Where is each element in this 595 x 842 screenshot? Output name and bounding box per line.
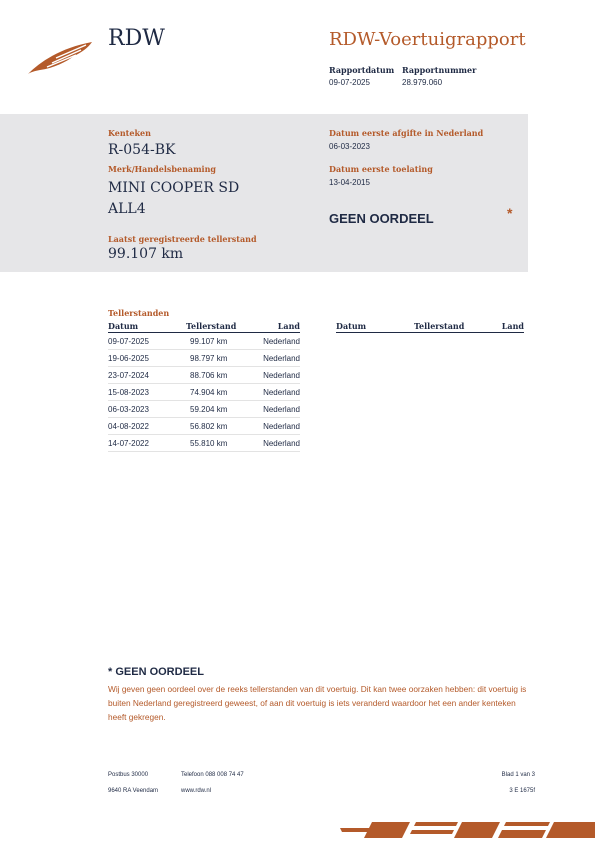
table-row [108,435,300,452]
cell-land: Nederland [250,418,300,435]
cell-datum: 23-07-2024 [108,367,186,384]
table-row [108,367,300,384]
merk-label: Merk/Handelsbenaming [108,164,217,174]
cell-tellerstand: 99.107 km [186,333,250,350]
eerste-toelating-label: Datum eerste toelating [329,164,433,174]
note-text: Wij geven geen oordeel over de reeks tellerstanden van dit voertuig. Dit kan twee oorzaken hebben: dit voertuig is buiten Nederland geregistreerd geweest, of aan dit voertuig is iets veranderd waardoor het een ander kenteken heeft gekregen. [108,684,527,722]
cell-tellerstand: 74.904 km [186,384,250,401]
kenteken-value: R-054-BK [108,142,176,158]
cell-land: Nederland [250,367,300,384]
table-header-row [108,321,300,333]
cell-tellerstand: 98.797 km [186,350,250,367]
table-row [108,401,300,418]
cell-tellerstand: 55.810 km [186,435,250,452]
table-row [108,350,300,367]
oordeel-status: GEEN OORDEEL [329,211,434,226]
tellerstanden-table [108,321,300,452]
cell-datum: 15-08-2023 [108,384,186,401]
rapportnummer-value: 28.979.060 [402,78,443,87]
col-header-datum-2: Datum [336,321,414,333]
tellerstanden-table-2 [336,321,524,333]
footer-code: 3 E 1675f [509,788,535,794]
rapportnummer-label: Rapportnummer [402,65,477,75]
tellerstand-value: 99.107 km [108,246,184,262]
cell-tellerstand: 56.802 km [186,418,250,435]
eerste-afgifte-label: Datum eerste afgifte in Nederland [329,128,484,138]
rapportdatum-value: 09-07-2025 [329,78,370,87]
tellerstanden-title: Tellerstanden [108,308,170,318]
decorative-stripes-icon [340,818,595,842]
col-header-land: Land [250,321,300,333]
cell-datum: 19-06-2025 [108,350,186,367]
cell-land: Nederland [250,384,300,401]
report-title: RDW-Voertuigrapport [329,29,526,50]
cell-datum: 04-08-2022 [108,418,186,435]
cell-land: Nederland [250,333,300,350]
brand-name: RDW [108,26,165,51]
cell-datum: 14-07-2022 [108,435,186,452]
cell-land: Nederland [250,350,300,367]
footer-page-number: Blad 1 van 3 [501,772,535,778]
eerste-toelating-value: 13-04-2015 [329,178,370,187]
footer-postbus: Postbus 30000 [108,772,149,778]
merk-line2: ALL4 [108,201,146,217]
col-header-tellerstand: Tellerstand [186,321,250,333]
cell-land: Nederland [250,401,300,418]
col-header-datum: Datum [108,321,186,333]
cell-land: Nederland [250,435,300,452]
cell-tellerstand: 88.706 km [186,367,250,384]
merk-line1: MINI COOPER SD [108,180,240,196]
table-row [108,384,300,401]
cell-datum: 09-07-2025 [108,333,186,350]
footer-telefoon: Telefoon 088 008 74 47 [181,772,244,778]
tellerstand-label: Laatst geregistreerde tellerstand [108,234,257,244]
footer-website[interactable]: www.rdw.nl [181,788,212,794]
rapportdatum-label: Rapportdatum [329,65,395,75]
col-header-tellerstand-2: Tellerstand [414,321,474,333]
cell-tellerstand: 59.204 km [186,401,250,418]
kenteken-label: Kenteken [108,128,151,138]
table-row [108,418,300,435]
oordeel-star: * [507,205,513,221]
col-header-land-2: Land [474,321,524,333]
rdw-logo-icon [26,36,98,78]
eerste-afgifte-value: 06-03-2023 [329,142,370,151]
note-title: * GEEN OORDEEL [108,666,204,678]
cell-datum: 06-03-2023 [108,401,186,418]
table-header-row-2 [336,321,524,333]
footer-plaats: 9640 RA Veendam [108,788,159,794]
table-row [108,333,300,350]
